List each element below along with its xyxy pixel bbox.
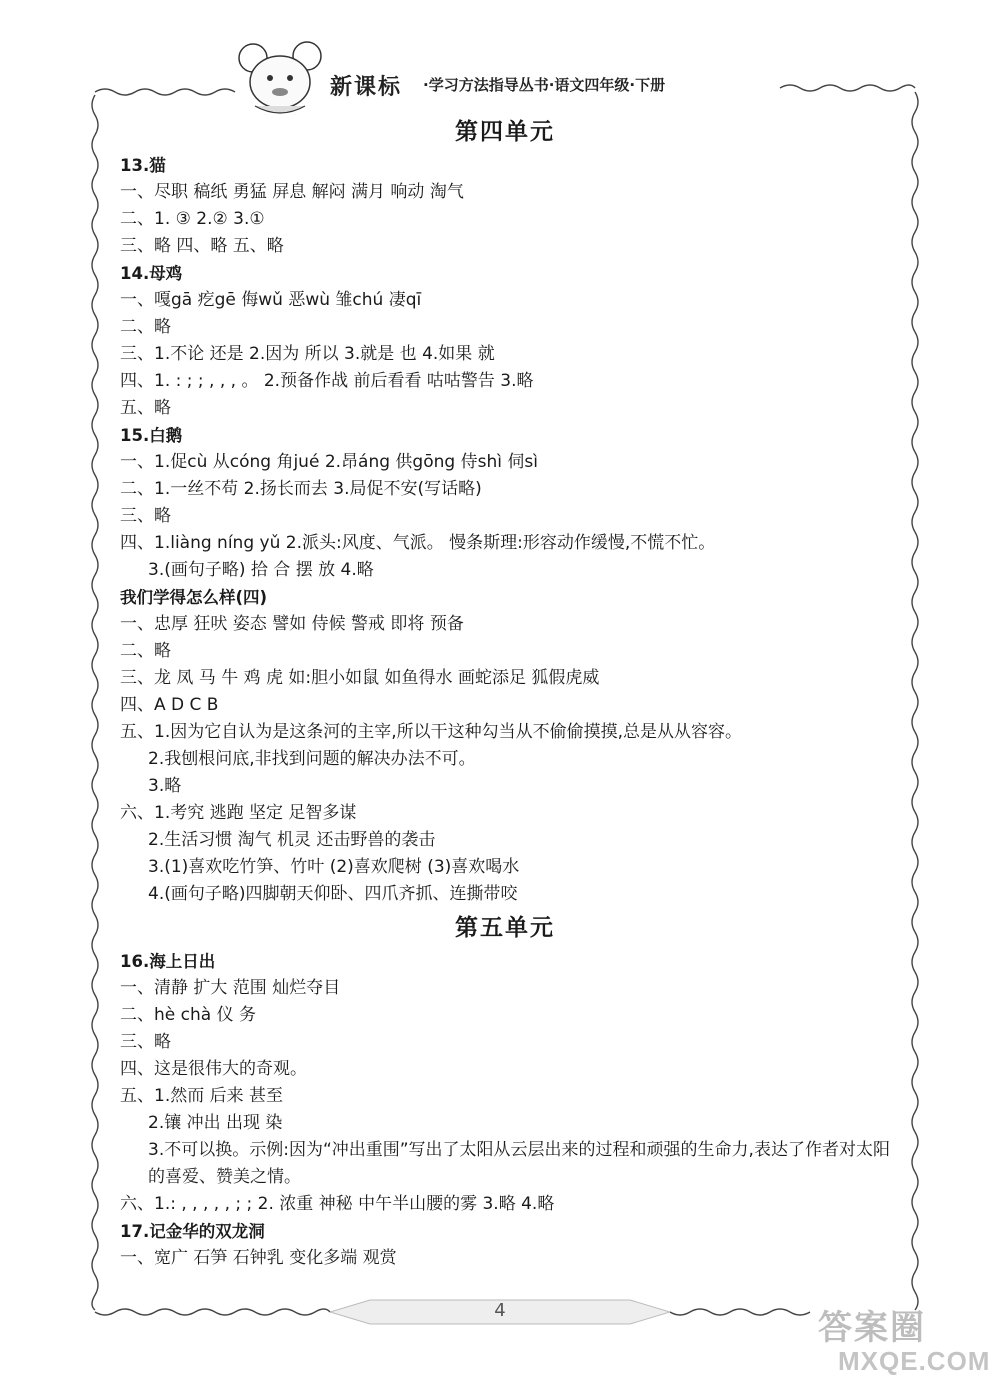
answer-line: 五、1.然而 后来 甚至 <box>120 1086 284 1106</box>
unit-five <box>120 908 890 1272</box>
lesson-heading: 15.白鹅 <box>120 426 183 445</box>
answer-line: 4.(画句子略)四脚朝天仰卧、四爪齐抓、连撕带咬 <box>148 884 518 904</box>
answer-line: 四、这是很伟大的奇观。 <box>120 1059 307 1079</box>
answer-line: 2.镶 冲出 出现 染 <box>148 1113 283 1133</box>
answer-line: 一、宽广 石笋 石钟乳 变化多端 观赏 <box>120 1248 397 1268</box>
watermark-en: MXQE.COM <box>838 1346 991 1376</box>
answer-line: 三、1.不论 还是 2.因为 所以 3.就是 也 4.如果 就 <box>120 344 495 364</box>
answer-line: 二、1. ③ 2.② 3.① <box>120 209 265 229</box>
answer-line: 二、1.一丝不苟 2.扬长而去 3.局促不安(写话略) <box>120 479 482 499</box>
answer-line: 六、1.: , , , , , ; ; 2. 浓重 神秘 中午半山腰的雾 3.略 4.略 <box>120 1194 555 1214</box>
unit-four <box>120 112 890 908</box>
lesson-heading: 17.记金华的双龙洞 <box>120 1222 265 1241</box>
site-watermark <box>818 1300 991 1380</box>
lesson-heading: 16.海上日出 <box>120 952 216 971</box>
brand-logo: 新课标 <box>330 75 403 100</box>
answer-line: 3.(画句子略) 拾 合 摆 放 4.略 <box>148 560 374 580</box>
answer-line: 三、略 <box>120 506 171 526</box>
answer-line: 五、略 <box>120 398 171 418</box>
answer-line: 四、1. : ; ; , , , 。 2.预备作战 前后看看 咕咕警告 3.略 <box>120 371 534 391</box>
answer-line: 四、A D C B <box>120 695 219 715</box>
answer-line: 二、hè chà 仪 务 <box>120 1005 256 1025</box>
unit-title: 第四单元 <box>455 119 555 145</box>
answer-line: 三、龙 凤 马 牛 鸡 虎 如:胆小如鼠 如鱼得水 画蛇添足 狐假虎威 <box>120 668 600 688</box>
mouse-mascot-icon <box>235 40 330 120</box>
answer-line: 2.生活习惯 淘气 机灵 还击野兽的袭击 <box>148 830 436 850</box>
answer-paragraph: 3.不可以换。示例:因为“冲出重围”写出了太阳从云层出来的过程和顽强的生命力,表达了作者对太阳的喜爱、赞美之情。 <box>148 1140 890 1187</box>
lesson-heading: 13.猫 <box>120 156 166 175</box>
answer-line: 3.略 <box>148 776 182 796</box>
series-title: ·学习方法指导丛书·语文四年级·下册 <box>423 76 666 94</box>
lesson-heading: 14.母鸡 <box>120 264 183 283</box>
answer-line: 三、略 四、略 五、略 <box>120 236 284 256</box>
answer-content <box>120 112 890 1272</box>
lesson-heading: 我们学得怎么样(四) <box>120 588 268 607</box>
page-header <box>235 40 775 120</box>
answer-line: 二、略 <box>120 317 171 337</box>
answer-line: 一、忠厚 狂吠 姿态 譬如 侍候 警戒 即将 预备 <box>120 614 464 634</box>
page-footer <box>330 1298 670 1326</box>
answer-line: 一、尽职 稿纸 勇猛 屏息 解闷 满月 响动 淘气 <box>120 182 464 202</box>
answer-line: 3.(1)喜欢吃竹笋、竹叶 (2)喜欢爬树 (3)喜欢喝水 <box>148 857 520 877</box>
answer-line: 五、1.因为它自认为是这条河的主宰,所以干这种勾当从不偷偷摸摸,总是从从容容。 <box>120 722 743 742</box>
unit-title: 第五单元 <box>455 915 555 941</box>
answer-line: 一、清静 扩大 范围 灿烂夺目 <box>120 978 341 998</box>
answer-line: 一、嘎gā 疙gē 侮wǔ 恶wù 雏chú 凄qī <box>120 290 422 310</box>
answer-line: 六、1.考究 逃跑 坚定 足智多谋 <box>120 803 357 823</box>
answer-line: 一、1.促cù 从cóng 角jué 2.昂áng 供gōng 侍shì 伺sì <box>120 452 538 472</box>
answer-line: 2.我刨根问底,非找到问题的解决办法不可。 <box>148 749 476 769</box>
answer-line: 四、1.liàng níng yǔ 2.派头:风度、气派。 慢条斯理:形容动作缓慢,不慌不忙。 <box>120 533 716 553</box>
answer-line: 二、略 <box>120 641 171 661</box>
answer-line: 三、略 <box>120 1032 171 1052</box>
watermark-cn: 答案圈 <box>818 1308 926 1348</box>
page-number: 4 <box>494 1300 506 1321</box>
